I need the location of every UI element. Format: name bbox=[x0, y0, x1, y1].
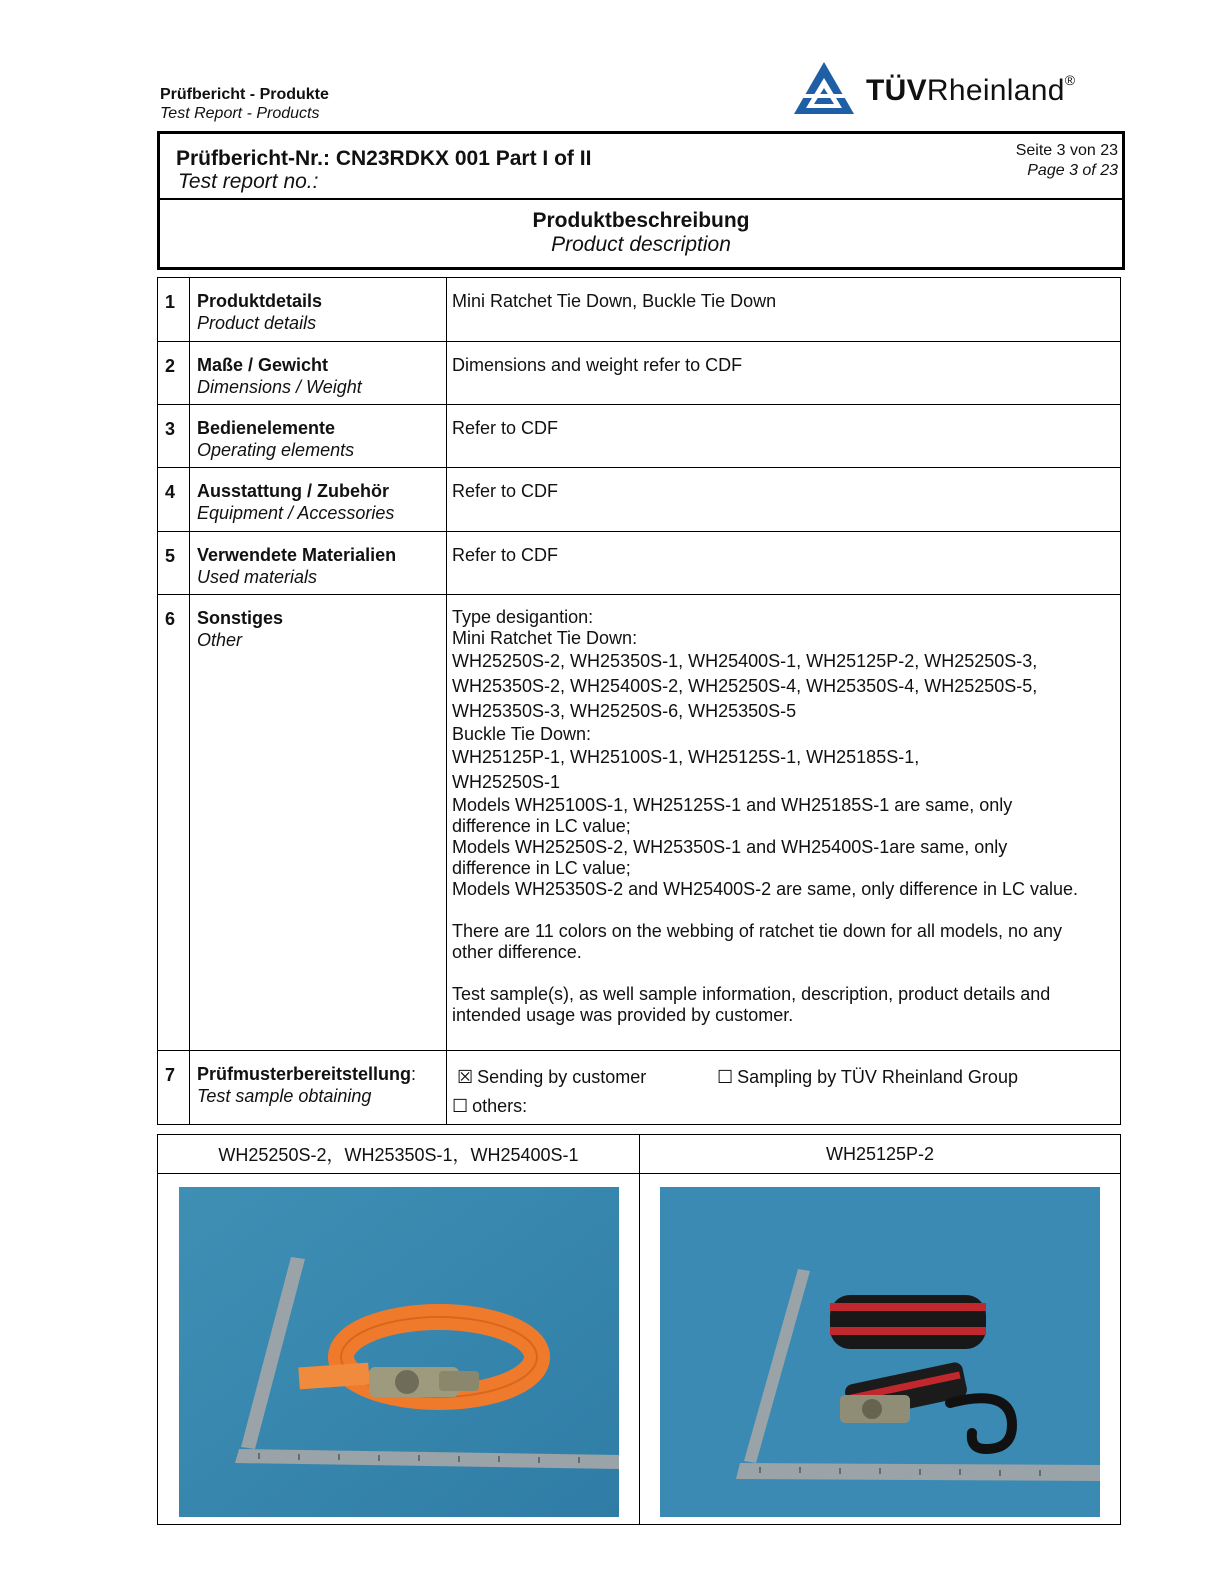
label-en: Other bbox=[197, 630, 243, 650]
sample-options bbox=[447, 1051, 1121, 1125]
logo-wordmark: TÜVRheinland® bbox=[866, 72, 1076, 107]
header-title-de: Prüfbericht - Produkte bbox=[160, 86, 329, 103]
label-de: Prüfmusterbereitstellung bbox=[197, 1064, 412, 1084]
row-value: Refer to CDF bbox=[447, 405, 1121, 468]
type-line: Type desigantion: bbox=[452, 607, 594, 627]
label-de: Maße / Gewicht bbox=[197, 355, 329, 375]
product-description-table bbox=[157, 277, 1121, 1125]
photo-cell-left bbox=[158, 1174, 640, 1525]
table-row bbox=[158, 278, 1121, 342]
label-en: Operating elements bbox=[197, 440, 355, 460]
option-label: Sending by customer bbox=[477, 1067, 647, 1087]
ratchet-tie-down-black-red-photo bbox=[660, 1187, 1100, 1517]
report-title-box bbox=[157, 131, 1125, 270]
type-line: Models WH25350S-2 and WH25400S-2 are same, only difference in LC value. bbox=[452, 879, 1079, 899]
type-designation-list bbox=[452, 607, 1112, 900]
row-number: 3 bbox=[158, 405, 190, 468]
label-en: Equipment / Accessories bbox=[197, 503, 395, 523]
table-row bbox=[158, 342, 1121, 405]
row-label bbox=[190, 468, 447, 532]
row-number: 6 bbox=[158, 595, 190, 1051]
photo-caption-right: WH25125P-2 bbox=[640, 1135, 1121, 1174]
label-en: Product details bbox=[197, 313, 317, 333]
label-en: Dimensions / Weight bbox=[197, 377, 362, 397]
row-label bbox=[190, 342, 447, 405]
type-line: Buckle Tie Down: bbox=[452, 724, 592, 744]
page-number-en: Page 3 of 23 bbox=[1027, 162, 1118, 179]
row-number: 5 bbox=[158, 532, 190, 595]
note-line: There are 11 colors on the webbing of ratchet tie down for all models, no any bbox=[452, 921, 1063, 941]
type-line: Models WH25250S-2, WH25350S-1 and WH25400S-1are same, only bbox=[452, 837, 1008, 857]
row-label bbox=[190, 595, 447, 1051]
row-label bbox=[190, 278, 447, 342]
note-line: Test sample(s), as well sample information, description, product details and bbox=[452, 984, 1051, 1004]
photo-row bbox=[158, 1174, 1121, 1525]
type-line: WH25250S-1 bbox=[452, 772, 561, 792]
note-line: intended usage was provided by customer. bbox=[452, 1005, 794, 1025]
label-de: Verwendete Materialien bbox=[197, 545, 397, 565]
row-value: Dimensions and weight refer to CDF bbox=[447, 342, 1121, 405]
note-line: other difference. bbox=[452, 942, 582, 962]
option-sending-by-customer[interactable] bbox=[457, 1063, 646, 1092]
row-label bbox=[190, 532, 447, 595]
label-colon: : bbox=[411, 1064, 417, 1084]
row-number: 1 bbox=[158, 278, 190, 342]
type-line: Mini Ratchet Tie Down: bbox=[452, 628, 638, 648]
type-line: difference in LC value; bbox=[452, 816, 631, 836]
tuv-logo bbox=[792, 60, 1112, 116]
photo-table bbox=[157, 1134, 1121, 1525]
report-number-en: Test report no.: bbox=[178, 170, 319, 193]
label-de: Bedienelemente bbox=[197, 418, 336, 438]
type-line: difference in LC value; bbox=[452, 858, 631, 878]
row-number: 7 bbox=[158, 1051, 190, 1125]
type-line: WH25350S-3, WH25250S-6, WH25350S-5 bbox=[452, 701, 797, 721]
caption-row bbox=[158, 1135, 1121, 1174]
type-line: Models WH25100S-1, WH25125S-1 and WH25185S-1 are same, only bbox=[452, 795, 1013, 815]
label-de: Ausstattung / Zubehör bbox=[197, 481, 389, 501]
tuv-triangle-icon bbox=[792, 60, 856, 116]
row-label bbox=[190, 405, 447, 468]
photo-cell-right bbox=[640, 1174, 1121, 1525]
other-value bbox=[447, 595, 1121, 1051]
label-en: Used materials bbox=[197, 567, 318, 587]
divider bbox=[160, 198, 1122, 200]
row-number: 4 bbox=[158, 468, 190, 532]
option-label: others: bbox=[472, 1096, 528, 1116]
sample-info-note bbox=[452, 984, 1112, 1026]
table-row bbox=[158, 468, 1121, 532]
option-label: Sampling by TÜV Rheinland Group bbox=[737, 1067, 1018, 1087]
page-number-de: Seite 3 von 23 bbox=[1015, 142, 1118, 159]
checkbox-icon[interactable]: ☐ bbox=[717, 1067, 734, 1087]
label-de: Sonstiges bbox=[197, 608, 284, 628]
section-title-en: Product description bbox=[551, 233, 731, 256]
section-title: Produktbeschreibung bbox=[532, 209, 750, 232]
type-line: WH25125P-1, WH25100S-1, WH25125S-1, WH25185S-1, bbox=[452, 747, 920, 767]
checkbox-checked-icon[interactable]: ☒ bbox=[457, 1067, 474, 1087]
report-number: Prüfbericht-Nr.: CN23RDKX 001 Part I of II bbox=[176, 147, 592, 170]
row-label bbox=[190, 1051, 447, 1125]
label-de: Produktdetails bbox=[197, 291, 323, 311]
ratchet-tie-down-orange-photo bbox=[179, 1187, 619, 1517]
type-line: WH25350S-2, WH25400S-2, WH25250S-4, WH25350S-4, WH25250S-5, bbox=[452, 676, 1038, 696]
header-title-en: Test Report - Products bbox=[160, 105, 320, 122]
option-sampling-by-tuv[interactable] bbox=[717, 1063, 1018, 1092]
label-en: Test sample obtaining bbox=[197, 1086, 372, 1106]
photo-caption-left: WH25250S-2，WH25350S-1，WH25400S-1 bbox=[158, 1135, 640, 1174]
option-others[interactable] bbox=[452, 1092, 1112, 1121]
row-value: Refer to CDF bbox=[447, 468, 1121, 532]
table-row bbox=[158, 532, 1121, 595]
table-row bbox=[158, 405, 1121, 468]
row-value: Refer to CDF bbox=[447, 532, 1121, 595]
table-row bbox=[158, 595, 1121, 1051]
row-value: Mini Ratchet Tie Down, Buckle Tie Down bbox=[447, 278, 1121, 342]
row-number: 2 bbox=[158, 342, 190, 405]
table-row bbox=[158, 1051, 1121, 1125]
checkbox-icon[interactable]: ☐ bbox=[452, 1096, 469, 1116]
type-line: WH25250S-2, WH25350S-1, WH25400S-1, WH25125P-2, WH25250S-3, bbox=[452, 651, 1038, 671]
colors-note bbox=[452, 921, 1112, 963]
